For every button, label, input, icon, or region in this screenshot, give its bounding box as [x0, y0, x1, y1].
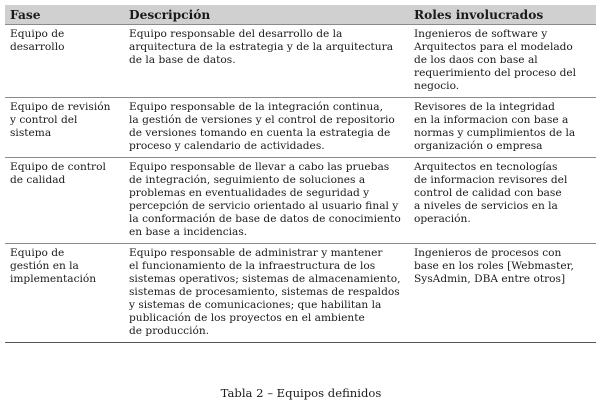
- table-header: [5, 5, 596, 25]
- cell-line: requerimiento del proceso del: [414, 67, 577, 79]
- cell-line: sistemas operativos; sistemas de almacenamiento,: [129, 273, 401, 285]
- cell-line: de la base de datos.: [129, 54, 236, 66]
- cell-descripcion: [124, 98, 409, 158]
- cell-line: Equipo responsable de la integración continua,: [129, 101, 383, 113]
- cell-line: negocio.: [414, 80, 460, 92]
- cell-line: base en los roles [Webmaster,: [414, 260, 574, 272]
- cell-line: en la informacion con base a: [414, 114, 569, 126]
- cell-line: Ingenieros de procesos con: [414, 247, 562, 259]
- cell-line: a niveles de servicios en la: [414, 200, 558, 212]
- header-fase: Fase: [5, 5, 124, 25]
- cell-fase: [5, 244, 124, 343]
- cell-line: de versiones tomando en cuenta la estrategia de: [129, 127, 391, 139]
- teams-table-container: [5, 5, 596, 343]
- table-body: [5, 25, 596, 343]
- cell-line: problemas en eventualidades de seguridad y: [129, 187, 370, 199]
- cell-line: de integración, seguimiento de soluciones a: [129, 174, 366, 186]
- cell-line: implementación: [10, 273, 97, 285]
- table-row: [5, 244, 596, 343]
- cell-line: de informacion revisores del: [414, 174, 568, 186]
- cell-line: sistemas de procesamiento, sistemas de respaldos: [129, 286, 400, 298]
- cell-line: arquitectura de la estrategia y de la arquitectura: [129, 41, 394, 53]
- cell-line: de calidad: [10, 174, 66, 186]
- cell-line: proceso y calendario de actividades.: [129, 140, 325, 152]
- cell-roles: [409, 98, 596, 158]
- cell-line: la gestión de versiones y el control de repositorio: [129, 114, 395, 126]
- cell-line: Arquitectos para el modelado: [414, 41, 573, 53]
- cell-descripcion: [124, 25, 409, 98]
- cell-fase: [5, 98, 124, 158]
- cell-fase: [5, 25, 124, 98]
- cell-line: gestión en la: [10, 260, 79, 272]
- cell-line: en base a incidencias.: [129, 226, 248, 238]
- cell-line: sistema: [10, 127, 52, 139]
- table-row: [5, 98, 596, 158]
- table-caption: Tabla 2 – Equipos definidos: [220, 386, 382, 400]
- cell-line: el funcionamiento de la infraestructura de los: [129, 260, 376, 272]
- cell-line: Equipo responsable de administrar y mantener: [129, 247, 383, 259]
- cell-line: de producción.: [129, 325, 210, 337]
- cell-line: operación.: [414, 213, 471, 225]
- header-descripcion: Descripción: [124, 5, 409, 25]
- cell-line: de los daos con base al: [414, 54, 538, 66]
- cell-line: y sistemas de comunicaciones; que habilitan la: [129, 299, 382, 311]
- cell-roles: [409, 244, 596, 343]
- header-row: [5, 5, 596, 25]
- cell-line: percepción de servicio orientado al usuario final y: [129, 200, 399, 212]
- cell-line: Revisores de la integridad: [414, 101, 555, 113]
- cell-line: Equipo de control: [10, 161, 106, 173]
- cell-line: publicación de los proyectos en el ambiente: [129, 312, 365, 324]
- cell-descripcion: [124, 158, 409, 244]
- cell-roles: [409, 25, 596, 98]
- header-roles: Roles involucrados: [409, 5, 596, 25]
- cell-line: Ingenieros de software y: [414, 28, 548, 40]
- cell-line: control de calidad con base: [414, 187, 562, 199]
- cell-line: Arquitectos en tecnologías: [414, 161, 558, 173]
- cell-line: Equipo responsable de llevar a cabo las pruebas: [129, 161, 390, 173]
- cell-line: la conformación de base de datos de conocimiento: [129, 213, 401, 225]
- cell-line: normas y cumplimientos de la: [414, 127, 576, 139]
- cell-line: Equipo responsable del desarrollo de la: [129, 28, 343, 40]
- cell-line: organización o empresa: [414, 140, 543, 152]
- cell-fase: [5, 158, 124, 244]
- cell-line: Equipo de revisión: [10, 101, 111, 113]
- cell-line: SysAdmin, DBA entre otros]: [414, 273, 566, 285]
- cell-line: y control del: [10, 114, 78, 126]
- cell-line: Equipo de: [10, 28, 65, 40]
- cell-roles: [409, 158, 596, 244]
- cell-line: Equipo de: [10, 247, 65, 259]
- cell-descripcion: [124, 244, 409, 343]
- table-row: [5, 25, 596, 98]
- cell-line: desarrollo: [10, 41, 65, 53]
- teams-table: [5, 5, 596, 343]
- table-row: [5, 158, 596, 244]
